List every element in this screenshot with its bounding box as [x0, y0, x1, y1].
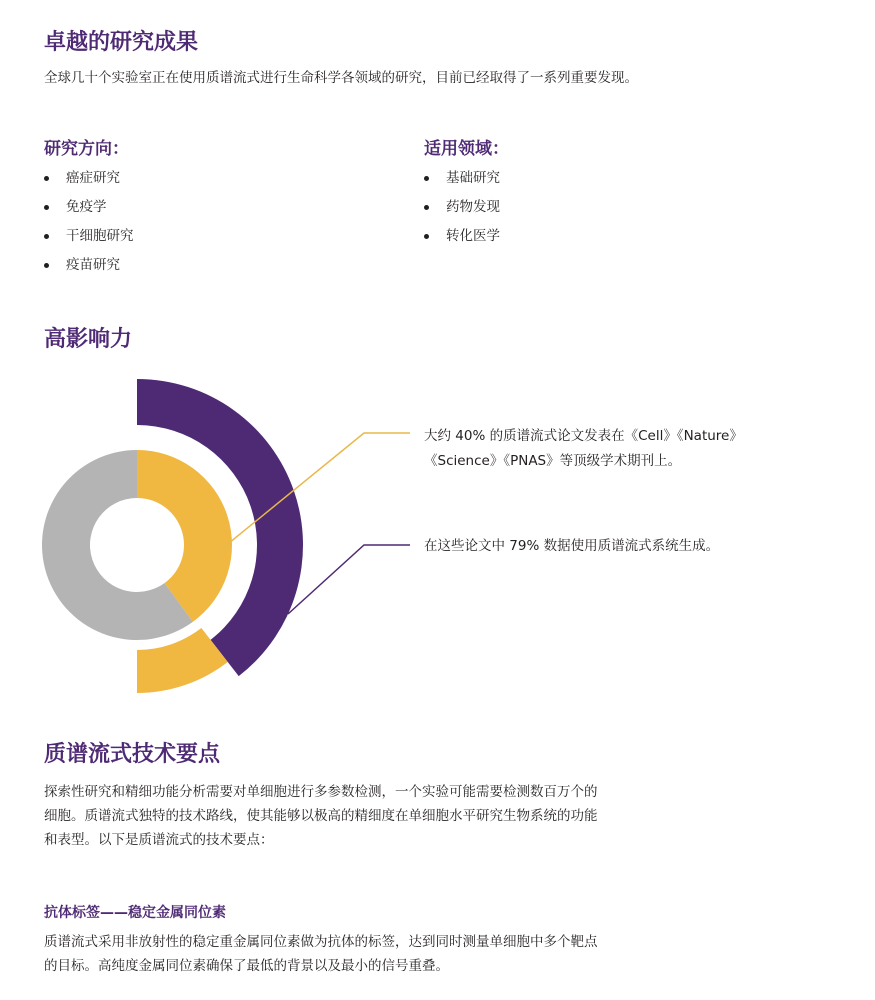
bullet-icon: [44, 263, 49, 268]
bullet-icon: [44, 205, 49, 210]
technology-paragraph: [44, 780, 598, 852]
bullet-icon: [424, 176, 429, 181]
callout-79-percent: 在这些论文中 79% 数据使用质谱流式系统生成。: [424, 538, 720, 554]
list-item: 基础研究: [424, 168, 500, 197]
antibody-line-2: 的目标。高纯度金属同位素确保了最低的背景以及最小的信号重叠。: [44, 958, 449, 974]
callout-40-line-1: 大约 40% 的质谱流式论文发表在《Cell》《Nature》: [424, 428, 743, 444]
application-fields-list: [424, 168, 500, 255]
list-item: 免疫学: [44, 197, 134, 226]
technology-line-3: 和表型。以下是质谱流式的技术要点：: [44, 832, 274, 848]
research-directions-list: [44, 168, 134, 284]
callout-40-line-2: 《Science》《PNAS》等顶级学术期刊上。: [424, 453, 682, 469]
list-item: 干细胞研究: [44, 226, 134, 255]
list-item: 转化医学: [424, 226, 500, 255]
bullet-icon: [424, 205, 429, 210]
list-item: 癌症研究: [44, 168, 134, 197]
application-fields-heading: 适用领域：: [424, 139, 509, 159]
bullet-icon: [424, 234, 429, 239]
intro-paragraph: 全球几十个实验室正在使用质谱流式进行生命科学各领域的研究，目前已经取得了一系列重要发现。: [44, 70, 638, 86]
technology-line-2: 细胞。质谱流式独特的技术路线，使其能够以极高的精细度在单细胞水平研究生物系统的功能: [44, 808, 598, 824]
antibody-tag-subheading: 抗体标签——稳定金属同位素: [44, 905, 226, 921]
list-item: 疫苗研究: [44, 255, 134, 284]
leader-line-79: [288, 545, 410, 614]
research-directions-heading: 研究方向：: [44, 139, 129, 159]
callout-40-percent: [424, 424, 824, 474]
section-title-achievements: 卓越的研究成果: [44, 30, 199, 55]
antibody-line-1: 质谱流式采用非放射性的稳定重金属同位素做为抗体的标签，达到同时测量单细胞中多个靶点: [44, 934, 598, 950]
technology-line-1: 探索性研究和精细功能分析需要对单细胞进行多参数检测，一个实验可能需要检测数百万个的: [44, 784, 598, 800]
list-item: 药物发现: [424, 197, 500, 226]
antibody-tag-paragraph: [44, 930, 598, 978]
bullet-icon: [44, 234, 49, 239]
section-title-technology: 质谱流式技术要点: [44, 742, 221, 767]
bullet-icon: [44, 176, 49, 181]
section-title-impact: 高影响力: [44, 327, 133, 352]
